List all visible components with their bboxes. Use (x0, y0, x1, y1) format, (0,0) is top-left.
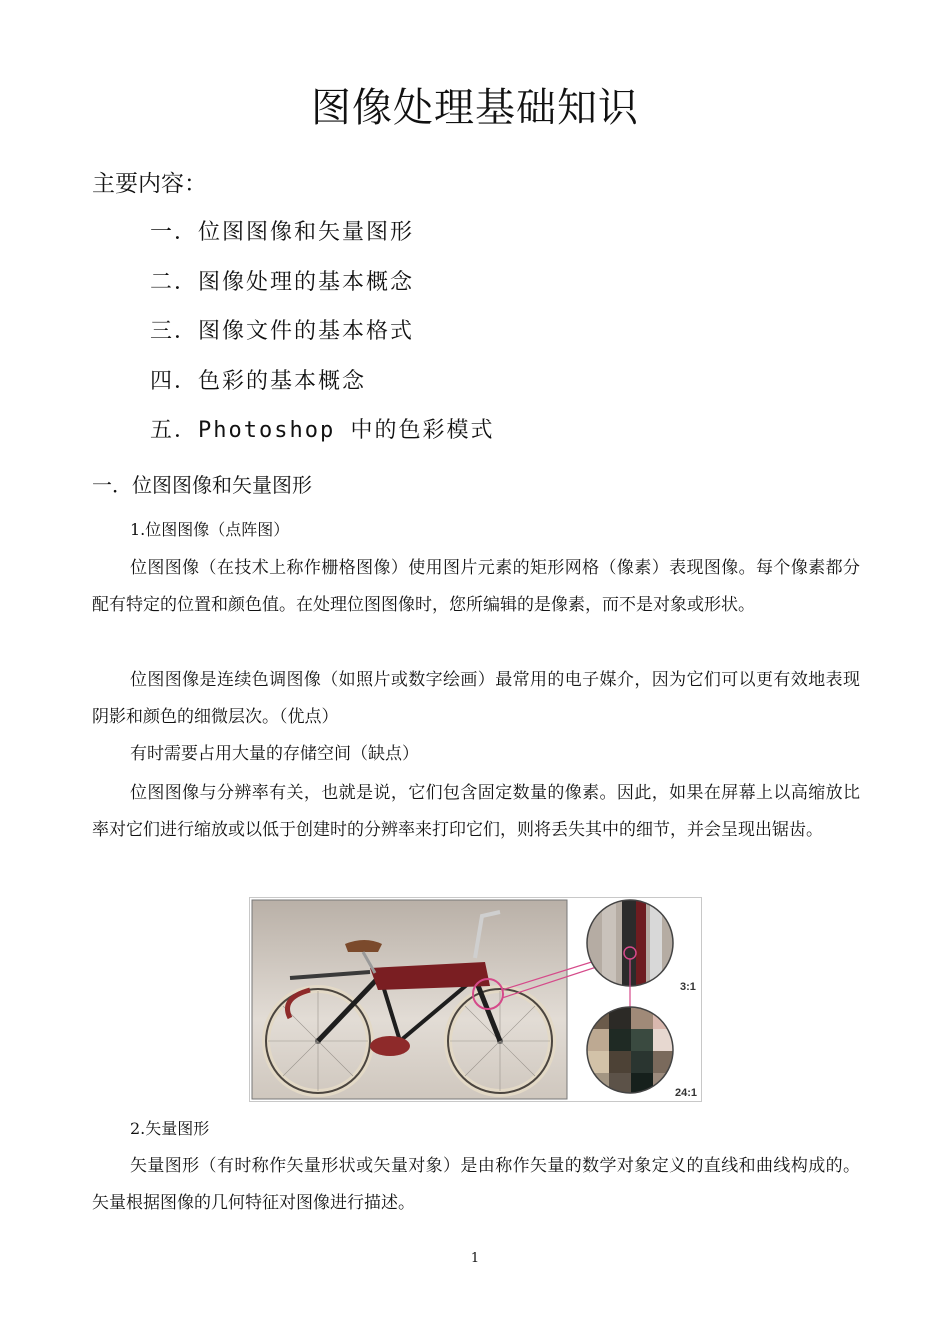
paragraph-bitmap-disadvantage: 有时需要占用大量的存储空间（缺点） (130, 744, 419, 764)
toc-item-5: 五．Photoshop 中的色彩模式 (150, 418, 495, 443)
bicycle-photo (252, 900, 567, 1099)
zoom-label-3x: 3:1 (680, 981, 696, 993)
toc-item-1: 一．位图图像和矢量图形 (150, 220, 415, 245)
subsection-heading-bitmap: 1.位图图像（点阵图） (130, 520, 290, 539)
section-heading: 一．位图图像和矢量图形 (92, 473, 312, 497)
page-number: 1 (470, 1251, 480, 1266)
paragraph-bitmap-advantage: 位图图像是连续色调图像（如照片或数字绘画）最常用的电子媒介，因为它们可以更有效地表现阴影和颜色的细微层次。（优点） (92, 670, 860, 727)
toc-item-4: 四．色彩的基本概念 (150, 368, 367, 394)
paragraph-bitmap-resolution: 位图图像与分辨率有关，也就是说，它们包含固定数量的像素。因此，如果在屏幕上以高缩放比率对它们进行缩放或以低于创建时的分辨率来打印它们，则将丢失其中的细节，并会呈现出锯齿。 (92, 783, 860, 840)
subsection-heading-vector: 2.矢量图形 (130, 1119, 210, 1138)
paragraph-bitmap-definition: 位图图像（在技术上称作栅格图像）使用图片元素的矩形网格（像素）表现图像。每个像素都分配有特定的位置和颜色值。在处理位图图像时，您所编辑的是像素，而不是对象或形状。 (92, 558, 860, 615)
page-title: 图像处理基础知识 (311, 85, 639, 131)
toc-heading: 主要内容： (92, 171, 207, 197)
toc-item-2: 二．图像处理的基本概念 (150, 269, 415, 295)
zoom-circle-24x (587, 1007, 675, 1095)
toc-item-3: 三．图像文件的基本格式 (150, 319, 415, 344)
paragraph-vector-definition: 矢量图形（有时称作矢量形状或矢量对象）是由称作矢量的数学对象定义的直线和曲线构成的。矢量根据图像的几何特征对图像进行描述。 (92, 1156, 860, 1213)
bicycle-zoom-figure (249, 897, 702, 1102)
toc-list (150, 216, 494, 464)
zoom-label-24x: 24:1 (675, 1087, 698, 1099)
